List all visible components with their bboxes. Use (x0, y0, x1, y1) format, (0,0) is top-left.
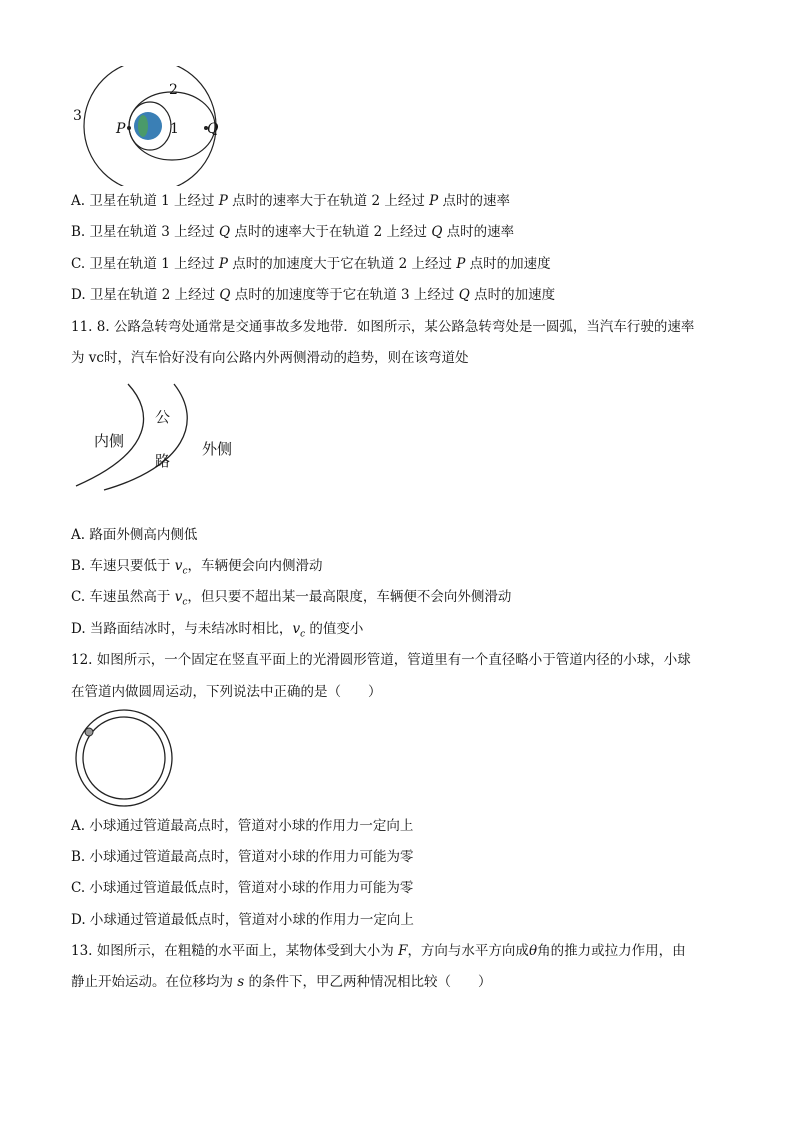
q10-option-b: B. 卫星在轨道 3 上经过 Q 点时的速率大于在轨道 2 上经过 Q 点时的速率 (71, 224, 515, 240)
q12-option-b: B. 小球通过管道最高点时，管道对小球的作用力可能为零 (71, 849, 414, 865)
q11-option-d: D. 当路面结冰时，与未结冰时相比，$v_c$ 的值变小 (71, 621, 364, 640)
q12-stem-line-1: 12. 如图所示，一个固定在竖直平面上的光滑圆形管道，管道里有一个直径略小于管道内径的小球，小球 (71, 652, 691, 668)
q13-stem-line-1: 13. 如图所示，在粗糙的水平面上，某物体受到大小为 F，方向与水平方向成θ角的推力或拉力作用，由 (71, 943, 686, 959)
tube-outer-wall (76, 710, 172, 806)
q12-option-a: A. 小球通过管道最高点时，管道对小球的作用力一定向上 (71, 818, 414, 834)
q12-stem-line-2: 在管道内做圆周运动，下列说法中正确的是（ ） (71, 684, 382, 700)
orbit-diagram (66, 66, 226, 186)
fig1-label-2: 2 (169, 82, 178, 98)
q10-option-a: A. 卫星在轨道 1 上经过 P 点时的速率大于在轨道 2 上经过 P 点时的速率 (71, 193, 511, 209)
q12-option-d: D. 小球通过管道最低点时，管道对小球的作用力一定向上 (71, 912, 414, 928)
q12-option-c: C. 小球通过管道最低点时，管道对小球的作用力可能为零 (71, 880, 414, 896)
tube-inner-wall (83, 717, 165, 799)
road-label-inner: 内侧 (94, 432, 125, 450)
q11-option-b: B. 车速只要低于 $v_c$，车辆便会向内侧滑动 (71, 558, 323, 577)
q11-stem-line-1: 11. 8. 公路急转弯处通常是交通事故多发地带．如图所示，某公路急转弯处是一圆弧，当汽车行驶的速率 (71, 319, 695, 335)
ball (85, 728, 93, 736)
fig1-label-3: 3 (73, 108, 82, 124)
q11-option-a: A. 路面外侧高内侧低 (71, 527, 198, 543)
fig1-label-1: 1 (170, 121, 179, 137)
road-label-outer: 外侧 (202, 440, 233, 458)
road-label-gong: 公 (155, 408, 171, 426)
q10-option-d: D. 卫星在轨道 2 上经过 Q 点时的加速度等于它在轨道 3 上经过 Q 点时的加速度 (71, 287, 556, 303)
fig1-label-Q: Q (207, 121, 219, 137)
q11-option-c: C. 车速虽然高于 $v_c$，但只要不超出某一最高限度，车辆便不会向外侧滑动 (71, 589, 512, 608)
q10-option-c: C. 卫星在轨道 1 上经过 P 点时的加速度大于它在轨道 2 上经过 P 点时的加速度 (71, 256, 551, 272)
q13-stem-line-2: 静止开始运动。在位移均为 s 的条件下，甲乙两种情况相比较（ ） (71, 974, 492, 990)
point-P (127, 126, 131, 130)
circular-tube-diagram (72, 708, 178, 808)
q11-stem-line-2: 为 vc时，汽车恰好没有向公路内外两侧滑动的趋势，则在该弯道处 (71, 350, 469, 366)
fig1-label-P: P (116, 121, 126, 137)
road-label-lu: 路 (155, 452, 171, 470)
